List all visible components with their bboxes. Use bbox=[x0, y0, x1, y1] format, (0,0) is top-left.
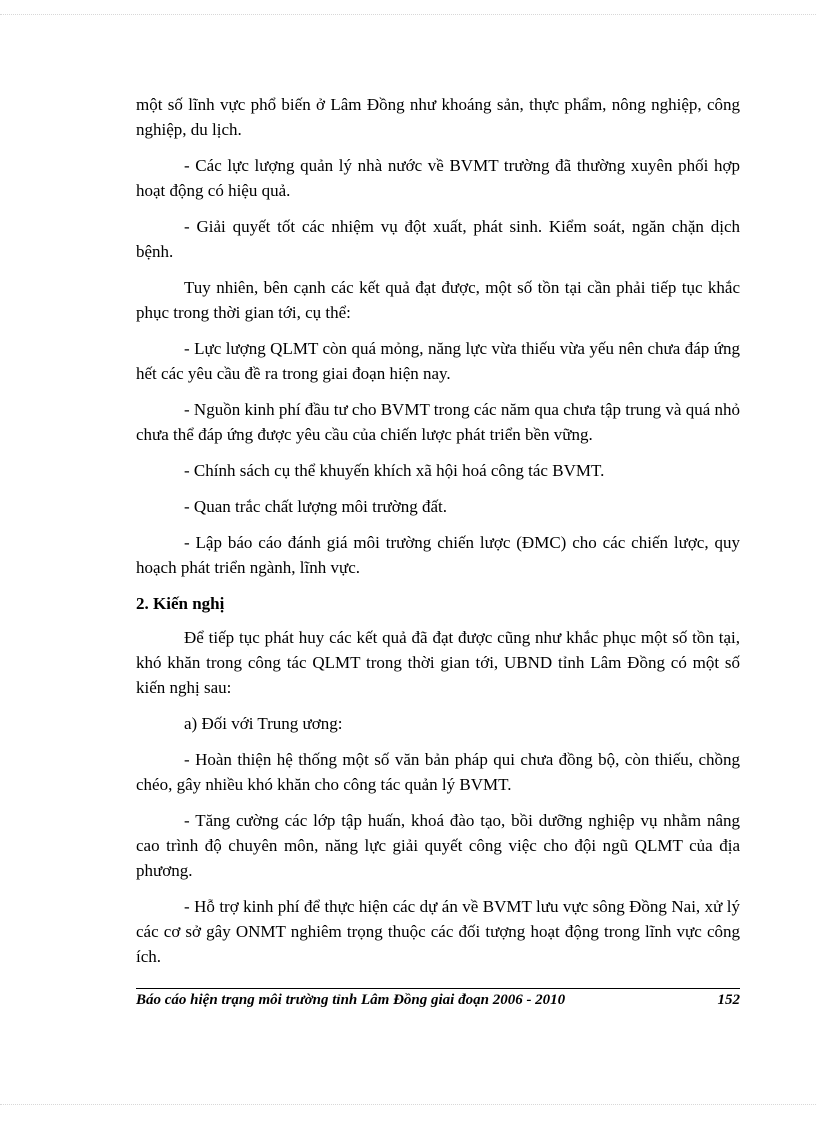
paragraph: một số lĩnh vực phổ biến ở Lâm Đồng như khoáng sản, thực phẩm, nông nghiệp, công nghiệp, du lịch. bbox=[136, 95, 740, 139]
paragraph: - Giải quyết tốt các nhiệm vụ đột xuất, phát sinh. Kiểm soát, ngăn chặn dịch bệnh. bbox=[136, 217, 740, 261]
paragraph: Để tiếp tục phát huy các kết quả đã đạt được cũng như khắc phục một số tồn tại, khó khăn trong công tác QLMT trong thời gian tới, UBND tỉnh Lâm Đồng có một số kiến nghị sau: bbox=[136, 628, 740, 697]
paragraph: - Hỗ trợ kinh phí để thực hiện các dự án về BVMT lưu vực sông Đồng Nai, xử lý các cơ sở gây ONMT nghiêm trọng thuộc các đối tượng hoạt động trong lĩnh vực công ích. bbox=[136, 897, 740, 966]
paragraph: - Lập báo cáo đánh giá môi trường chiến lược (ĐMC) cho các chiến lược, quy hoạch phát triển ngành, lĩnh vực. bbox=[136, 533, 740, 577]
paragraph: - Hoàn thiện hệ thống một số văn bản pháp qui chưa đồng bộ, còn thiếu, chồng chéo, gây nhiều khó khăn cho công tác quản lý BVMT. bbox=[136, 750, 740, 794]
paragraph: - Quan trắc chất lượng môi trường đất. bbox=[184, 497, 448, 516]
paragraph: Tuy nhiên, bên cạnh các kết quả đạt được, một số tồn tại cần phải tiếp tục khắc phục trong thời gian tới, cụ thể: bbox=[136, 278, 740, 322]
bottom-page-border bbox=[0, 1104, 816, 1105]
section-heading: 2. Kiến nghị bbox=[136, 594, 225, 613]
paragraph: - Tăng cường các lớp tập huấn, khoá đào tạo, bồi dưỡng nghiệp vụ nhằm nâng cao trình độ chuyên môn, năng lực giải quyết công việc cho đội ngũ QLMT của địa phương. bbox=[136, 811, 740, 880]
page-footer bbox=[136, 988, 740, 1009]
paragraph: a) Đối với Trung ương: bbox=[184, 714, 343, 733]
document-body bbox=[136, 92, 740, 980]
paragraph: - Nguồn kinh phí đầu tư cho BVMT trong các năm qua chưa tập trung và quá nhỏ chưa thể đáp ứng được yêu cầu của chiến lược phát triển bền vững. bbox=[136, 400, 740, 444]
paragraph: - Các lực lượng quản lý nhà nước về BVMT trường đã thường xuyên phối hợp hoạt động có hiệu quả. bbox=[136, 156, 740, 200]
paragraph: - Lực lượng QLMT còn quá mỏng, năng lực vừa thiếu vừa yếu nên chưa đáp ứng hết các yêu cầu đề ra trong giai đoạn hiện nay. bbox=[136, 339, 740, 383]
footer-title: Báo cáo hiện trạng môi trường tỉnh Lâm Đồng giai đoạn 2006 - 2010 bbox=[136, 992, 566, 1008]
top-page-border bbox=[0, 14, 816, 15]
page-number: 152 bbox=[717, 992, 740, 1008]
paragraph: - Chính sách cụ thể khuyến khích xã hội hoá công tác BVMT. bbox=[184, 461, 605, 480]
